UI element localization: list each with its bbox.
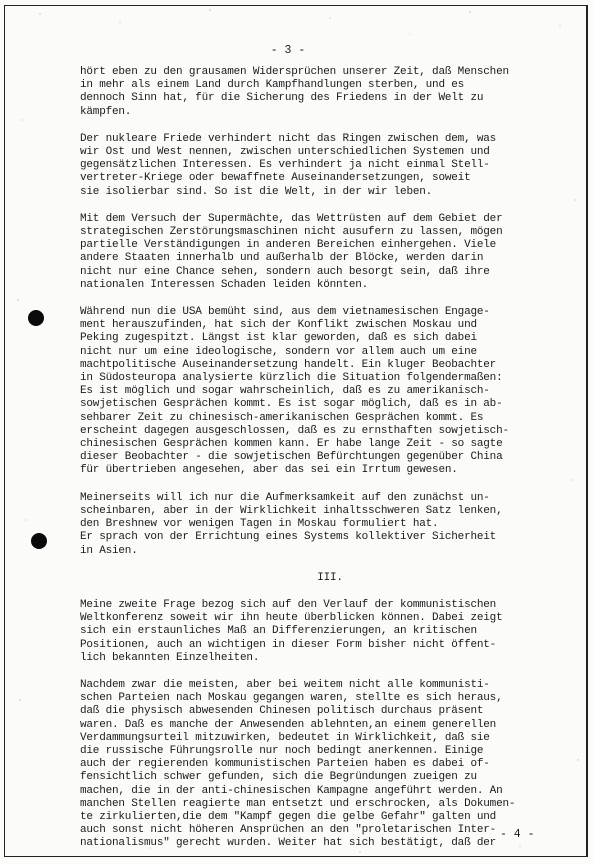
text-line: waren. Daß es manche der Anwesenden ablehnten,an einem generellen bbox=[80, 718, 497, 731]
text-line: fensichtlich schwer gefunden, sich die Begründungen zueigen zu bbox=[80, 771, 477, 784]
text-line: erscheint dagegen ausgeschlossen, daß es zu ernsthaften sowjetisch- bbox=[80, 424, 509, 437]
text-line: Der nukleare Friede verhindert nicht das Ringen zwischen dem, was bbox=[80, 132, 497, 145]
text-line: nicht nur um eine ideologische, sondern vor allem auch um eine bbox=[80, 345, 477, 358]
paragraph bbox=[80, 492, 560, 558]
text-line: für übertrieben angesehen, aber das sei ein Irrtum gewesen. bbox=[80, 464, 458, 477]
text-line: auch sonst nicht höheren Ansprüchen an den "proletarischen Inter- bbox=[80, 824, 497, 837]
text-line: strategischen Zerstörungsmaschinen nicht ausufern zu lassen, mögen bbox=[80, 226, 503, 239]
text-line: lich bekannten Einzelheiten. bbox=[80, 651, 260, 664]
section-heading: III. bbox=[317, 571, 343, 584]
punch-hole-bottom bbox=[31, 533, 47, 549]
text-line: ment herauszufinden, hat sich der Konflikt zwischen Moskau und bbox=[80, 319, 477, 332]
text-line: machen, die in der anti-chinesischen Kampagne angeführt werden. An bbox=[80, 784, 503, 797]
text-line: Positionen, auch an wichtigen in dieser Form bisher nicht öffent- bbox=[80, 638, 497, 651]
paragraph bbox=[80, 679, 560, 851]
text-line: Nachdem zwar die meisten, aber bei weitem nicht alle kommunisti- bbox=[80, 678, 490, 691]
text-line: vertreter-Kriege oder bewaffnete Auseinandersetzungen, soweit bbox=[80, 172, 471, 185]
text-line: den Breshnew vor wenigen Tagen in Moskau formuliert hat. bbox=[80, 518, 439, 531]
text-line: dennoch Sinn hat, für die Sicherung des Friedens in der Welt zu bbox=[80, 92, 484, 105]
text-line: nationalen Interessen Schaden leiden könnten. bbox=[80, 278, 369, 291]
text-line: daß die physisch abwesenden Chinesen politisch durchaus präsent bbox=[80, 705, 484, 718]
text-line: wir Ost und West nennen, zwischen unterschiedlichen Systemen und bbox=[80, 146, 490, 159]
text-line: in mehr als einem Land durch Kampfhandlungen sterben, und es bbox=[80, 79, 465, 92]
text-line: sich ein erstaunliches Maß an Differenzierungen, an kritischen bbox=[80, 625, 477, 638]
text-line: sehbarer Zeit zu chinesisch-amerikanischen Gesprächen kommt. Es bbox=[80, 411, 484, 424]
text-line: auch der regierenden kommunistischen Parteien haben es dabei of- bbox=[80, 758, 490, 771]
text-line: schen Parteien nach Moskau gegangen waren, stellte es sich heraus, bbox=[80, 692, 503, 705]
text-line: machtpolitische Auseinandersetzung handelt. Ein kluger Beobachter bbox=[80, 358, 497, 371]
text-line: andere Staaten innerhalb und außerhalb der Blöcke, werden darin bbox=[80, 252, 484, 265]
text-line: partielle Verständigungen in anderen Bereichen einhergehen. Viele bbox=[80, 239, 497, 252]
text-line: Er sprach von der Errichtung eines Systems kollektiver Sicherheit bbox=[80, 531, 497, 544]
text-line: te zirkulierten,die dem "Kampf gegen die gelbe Gefahr" galten und bbox=[80, 810, 497, 823]
text-line: hört eben zu den grausamen Widersprüchen unserer Zeit, daß Menschen bbox=[80, 66, 509, 78]
text-line: Verdammungsurteil mitzuwirken, bedeutet in Wirklichkeit, daß sie bbox=[80, 731, 490, 744]
next-page-marker: - 4 - bbox=[500, 828, 535, 841]
paragraph bbox=[80, 66, 560, 119]
text-line: Meine zweite Frage bezog sich auf den Verlauf der kommunistischen bbox=[80, 598, 497, 611]
text-line: sie isolierbar sind. So ist die Welt, in der wir leben. bbox=[80, 185, 433, 198]
text-line: Mit dem Versuch der Supermächte, das Wettrüsten auf dem Gebiet der bbox=[80, 212, 503, 225]
text-line: chinesischen Gesprächen kommen kann. Er habe lange Zeit - so sagte bbox=[80, 438, 503, 451]
text-line: in Asien. bbox=[80, 544, 138, 557]
text-line: nicht nur eine Chance sehen, sondern auch besorgt sein, daß ihre bbox=[80, 265, 490, 278]
text-line: Während nun die USA bemüht sind, aus dem vietnamesischen Engage- bbox=[80, 306, 490, 319]
text-line: Es ist möglich und sogar wahrscheinlich, daß es zu amerikanisch- bbox=[80, 385, 490, 398]
text-line: dieser Beobachter - die sowjetischen Befürchtungen gegenüber China bbox=[80, 451, 503, 464]
text-line: nationalismus" gerecht wurden. Weiter hat sich bestätigt, daß der bbox=[80, 837, 497, 850]
text-line: Peking zugespitzt. Längst ist klar geworden, daß es sich dabei bbox=[80, 332, 477, 345]
text-line: scheinbaren, aber in der Wirklichkeit inhaltsschweren Satz lenken, bbox=[80, 504, 503, 517]
text-line: in Südosteuropa analysierte kürzlich die Situation folgendermaßen: bbox=[80, 372, 503, 385]
paragraph bbox=[80, 133, 560, 199]
text-line: die russische Führungsrolle nur noch bedingt anerkennen. Einige bbox=[80, 744, 484, 757]
page-number: - 3 - bbox=[270, 44, 306, 57]
text-line: kämpfen. bbox=[80, 105, 132, 118]
paragraph bbox=[80, 213, 560, 292]
text-line: sowjetischen Gesprächen kommt. Es ist sogar möglich, daß es in ab- bbox=[80, 398, 503, 411]
paragraph bbox=[80, 306, 560, 478]
text-line: gegensätzlichen Interessen. Es verhindert ja nicht einmal Stell- bbox=[80, 159, 490, 172]
body-text bbox=[80, 66, 560, 864]
text-line: manchen Stellen reagierte man entsetzt und erschrocken, als Dokumen- bbox=[80, 797, 516, 810]
punch-hole-top bbox=[28, 310, 44, 326]
paragraph bbox=[80, 599, 560, 665]
text-line: Meinerseits will ich nur die Aufmerksamkeit auf den zunächst un- bbox=[80, 491, 490, 504]
text-line: Weltkonferenz soweit wir ihn heute überblicken können. Dabei zeigt bbox=[80, 612, 503, 625]
